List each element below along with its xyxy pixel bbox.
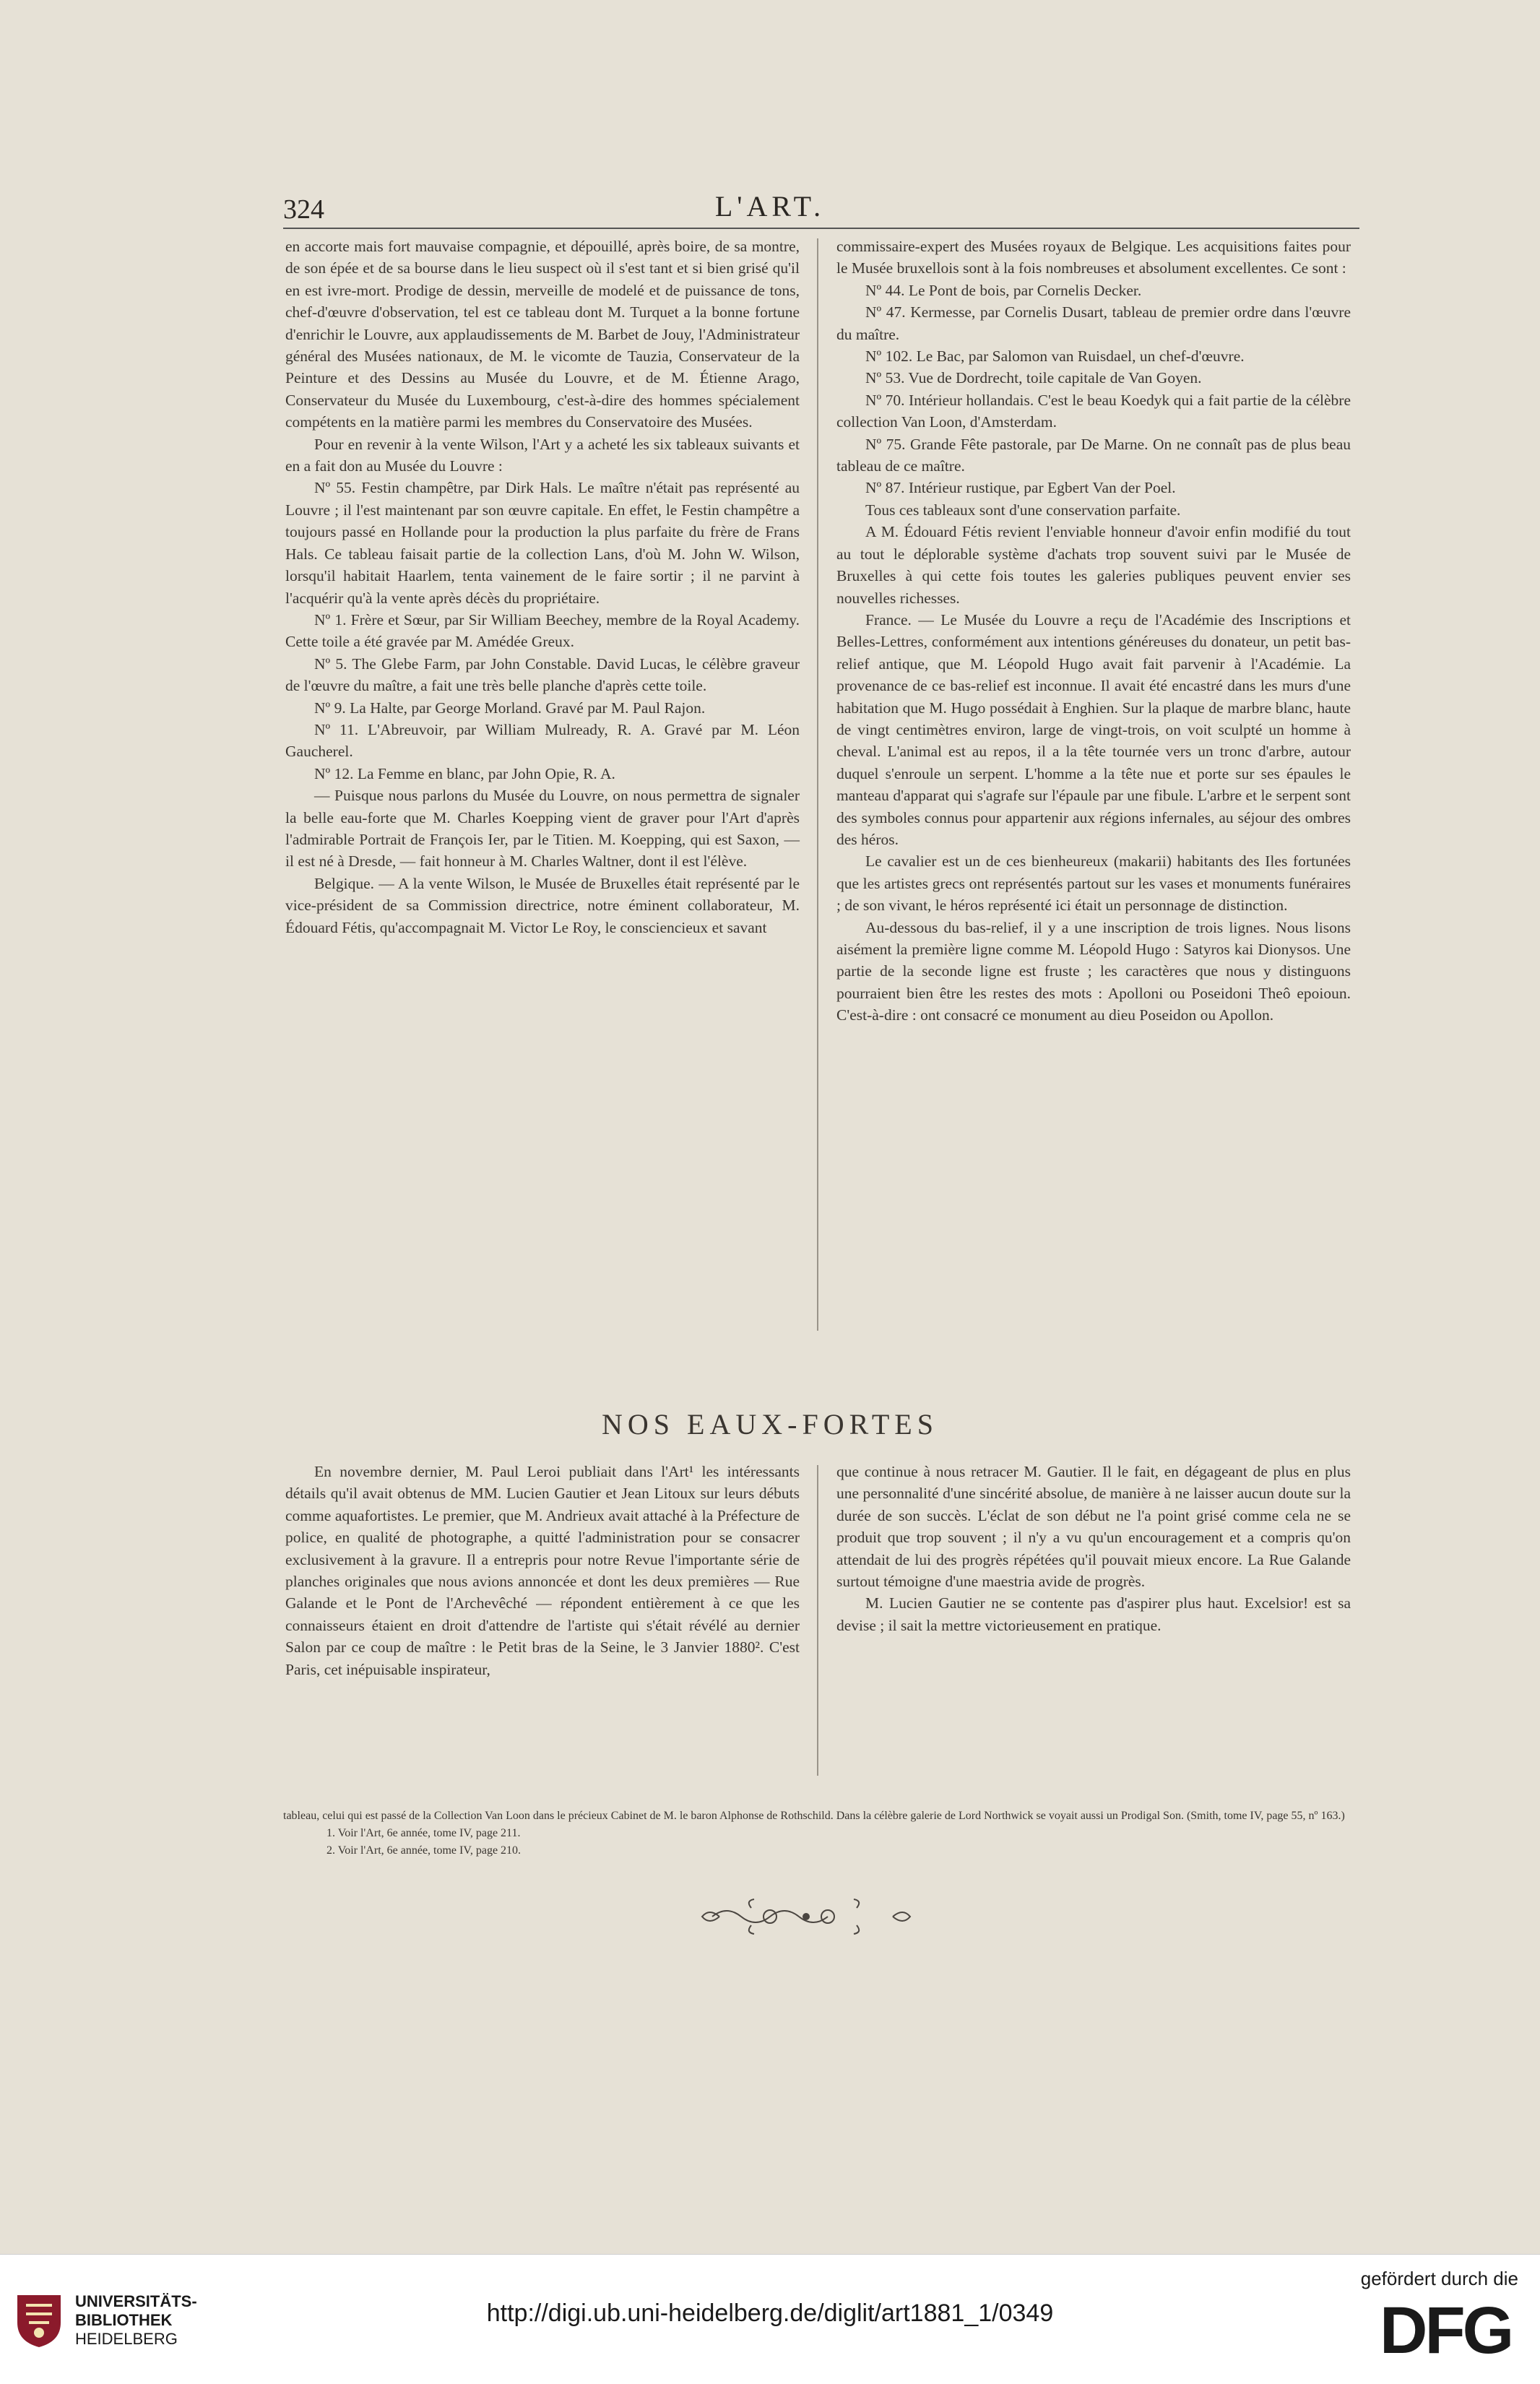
paragraph: Nº 55. Festin champêtre, par Dirk Hals. Le maître n'était pas représenté au Louvre ; il l'est maintenant par son œuvre capitale. En effet, le Festin champêtre a toujours passé en Hollande pour la production la plus parfaite du frère de Frans Hals. Ce tableau faisait partie de la collection Lans, d'où M. John W. Wilson, lorsqu'il habitait Haarlem, tenta vainement de le faire sortir ; il ne parvint à l'acquérir qu'à la vente après décès du propriétaire.: [285, 479, 800, 607]
bottom-left-column: [285, 1461, 800, 1680]
column-divider: [817, 238, 818, 1331]
dfg-logo-text: DFG: [1380, 2297, 1512, 2360]
paragraph: A M. Édouard Fétis revient l'enviable honneur d'avoir enfin modifié du tout au tout le déplorable système d'achats trop souvent suivi par le Musée de Bruxelles à qui cette fois toutes les galeries publiques peuvent envier ses nouvelles richesses.: [836, 523, 1351, 607]
paragraph: en accorte mais fort mauvaise compagnie, et dépouillé, après boire, de sa montre, de son épée et de sa bourse dans le lieu suspect où il s'est tant et si bien grisé qu'il en est ivre-mort. Prodige de dessin, merveille de modelé et de puissance de tons, chef-d'œuvre d'observation, tel est ce tableau dont M. Turquet a la bonne fortune d'enrichir le Louvre, aux applaudissements de M. Barbet de Jouy, l'Administrateur général des Musées nationaux, de M. le vicomte de Tauzia, Conservateur de la Peinture et des Dessins au Musée du Louvre, et de M. Étienne Arago, Conservateur du Musée du Luxembourg, c'est-à-dire des hommes spécialement compétents en la matière parmi les membres du Conservatoire des Musées.: [285, 238, 800, 431]
paragraph: Nº 12. La Femme en blanc, par John Opie, R. A.: [314, 764, 615, 782]
library-line-1: UNIVERSITÄTS-: [75, 2292, 197, 2310]
library-line-3: HEIDELBERG: [75, 2330, 178, 2348]
ornament-tailpiece: [0, 1896, 1540, 1940]
funder-caption: gefördert durch die: [1360, 2268, 1518, 2289]
paragraph: Nº 9. La Halte, par George Morland. Gravé par M. Paul Rajon.: [314, 699, 706, 717]
paragraph: Tous ces tableaux sont d'une conservation parfaite.: [865, 501, 1181, 519]
paragraph: Nº 75. Grande Fête pastorale, par De Marne. On ne connaît pas de plus beau tableau de ce maître.: [836, 435, 1351, 475]
bottom-right-column: [836, 1461, 1351, 1636]
paragraph: Nº 87. Intérieur rustique, par Egbert Van der Poel.: [865, 479, 1176, 497]
paragraph: Nº 47. Kermesse, par Cornelis Dusart, tableau de premier ordre dans l'œuvre du maître.: [836, 303, 1351, 343]
paragraph: Nº 5. The Glebe Farm, par John Constable. David Lucas, le célèbre graveur de l'œuvre du maître, a fait une très belle planche d'après cette toile.: [285, 655, 800, 695]
paragraph: Pour en revenir à la vente Wilson, l'Art y a acheté les six tableaux suivants et en a fait don au Musée du Louvre :: [285, 435, 800, 475]
paragraph: commissaire-expert des Musées royaux de Belgique. Les acquisitions faites pour le Musée bruxellois sont à la fois nombreuses et absolument excellentes. Ce sont :: [836, 238, 1351, 277]
library-line-2: BIBLIOTHEK: [75, 2311, 173, 2329]
ornament-icon: [0, 1896, 1540, 1937]
paragraph: Nº 53. Vue de Dordrecht, toile capitale de Van Goyen.: [865, 369, 1202, 387]
header-rule: [283, 228, 1359, 229]
paragraph: Nº 70. Intérieur hollandais. C'est le beau Koedyk qui a fait partie de la célèbre collection Van Loon, d'Amsterdam.: [836, 391, 1351, 431]
paragraph: que continue à nous retracer M. Gautier. Il le fait, en dégageant de plus en plus une personnalité d'une sincérité absolue, de manière à ne laisser aucun doute sur la durée de son succès. L'éclat de son début ne l'a point grisé comme cela ne se produit que trop souvent ; il n'y a vu qu'un encouragement et a compris qu'on attendait de lui des progrès répétées qu'il pouvait mieux encore. La Rue Galande surtout témoigne d'une maestria avide de progrès.: [836, 1463, 1351, 1591]
paragraph: Belgique. — A la vente Wilson, le Musée de Bruxelles était représenté par le vice-président de sa Commission directrice, notre éminent collaborateur, M. Édouard Fétis, qu'accompagnait M. Victor Le Roy, le consciencieux et savant: [285, 874, 800, 936]
paragraph: Nº 44. Le Pont de bois, par Cornelis Decker.: [865, 281, 1142, 299]
paragraph: Au-dessous du bas-relief, il y a une inscription de trois lignes. Nous lisons aisément la première ligne comme M. Léopold Hugo : Satyros kai Dionysos. Une partie de la seconde ligne est fruste ; les caractères que nous y distinguons pourraient bien être les restes des mots : Apolloni ou Poseidoni Theô epoioun. C'est-à-dire : ont consacré ce monument au dieu Poseidon ou Apollon.: [836, 918, 1351, 1024]
journal-title: L'ART.: [714, 190, 826, 223]
paragraph: En novembre dernier, M. Paul Leroi publiait dans l'Art¹ les intéressants détails qu'il avait obtenus de MM. Lucien Gautier et Jean Litoux sur leurs débuts comme aquafortistes. Le premier, que M. Andrieux avait attaché à la Préfecture de police, en qualité de photographe, a quitté l'administration pour se consacrer exclusivement à la gravure. Il a entrepris pour notre Revue l'importante série de planches originales que nous avions annoncée et dont les deux premières — Rue Galande et le Pont de l'Archevêché — répondent entièrement à ce que les connaisseurs étaient en droit d'attendre de l'artiste qui s'était révélé au dernier Salon par ce coup de maître : le Petit bras de la Seine, le 3 Janvier 1880². C'est Paris, cet inépuisable inspirateur,: [285, 1463, 800, 1678]
paragraph: Nº 1. Frère et Sœur, par Sir William Beechey, membre de la Royal Academy. Cette toile a été gravée par M. Amédée Greux.: [285, 610, 800, 651]
library-footer: [0, 2254, 1540, 2384]
page-number: 324: [283, 194, 324, 225]
permalink-url[interactable]: http://digi.ub.uni-heidelberg.de/diglit/art1881_1/0349: [486, 2299, 1054, 2327]
footnotes: [283, 1808, 1359, 1860]
paragraph: Nº 11. L'Abreuvoir, par William Mulready, R. A. Gravé par M. Léon Gaucherel.: [285, 720, 800, 761]
footnote-continuation: tableau, celui qui est passé de la Collection Van Loon dans le précieux Cabinet de M. le baron Alphonse de Rothschild. Dans la célèbre galerie de Lord Northwick se voyait aussi un Prodigal Son. (Smith, tome IV, page 55, nº 163.): [283, 1810, 1345, 1822]
paragraph: France. — Le Musée du Louvre a reçu de l'Académie des Inscriptions et Belles-Lettres, conformément aux intentions généreuses du donateur, un petit bas-relief antique, que M. Léopold Hugo avait fait parvenir à l'Académie. La provenance de ce bas-relief est inconnue. Il avait été encastré dans les murs d'une habitation que M. Hugo possédait à Enghien. Sur la plaque de marbre blanc, haute de vingt centimètres environ, large de vingt-trois, on voit sculpté un homme à cheval. L'animal est au repos, il a la tête tournée vers un tronc d'arbre, autour duquel s'enroule un serpent. L'homme a la tête nue et porte sur ses épaules le manteau d'apparat qui s'agrafe sur l'épaule par une fibule. L'arbre et le serpent sont des symboles connus pour appartenir aux régions infernales, au séjour des ombres des héros.: [836, 610, 1351, 848]
paragraph: Nº 102. Le Bac, par Salomon van Ruisdael, un chef-d'œuvre.: [865, 347, 1245, 366]
section-title: NOS EAUX-FORTES: [602, 1408, 938, 1441]
left-column: [285, 236, 800, 938]
paragraph: — Puisque nous parlons du Musée du Louvre, on nous permettra de signaler la belle eau-forte que M. Charles Koepping vient de graver pour l'Art d'après l'admirable Portrait de François Ier, par le Titien. M. Koepping, qui est Saxon, — il est né à Dresde, — fait honneur à M. Charles Waltner, dont il est l'élève.: [285, 787, 800, 871]
paragraph: M. Lucien Gautier ne se contente pas d'aspirer plus haut. Excelsior! est sa devise ; il sait la mettre victorieusement en pratique.: [836, 1594, 1351, 1634]
dfg-logo-icon: [1378, 2297, 1520, 2360]
right-column: [836, 236, 1351, 1027]
footnote-1: 1. Voir l'Art, 6e année, tome IV, page 211.: [326, 1827, 521, 1839]
column-divider-bottom: [817, 1465, 818, 1776]
footnote-2: 2. Voir l'Art, 6e année, tome IV, page 210.: [326, 1844, 522, 1857]
paragraph: Le cavalier est un de ces bienheureux (makarii) habitants des Iles fortunées que les artistes grecs ont représentés partout sur les vases et monuments funéraires ; de son vivant, le héros représenté ici était un personnage de distinction.: [836, 852, 1351, 915]
